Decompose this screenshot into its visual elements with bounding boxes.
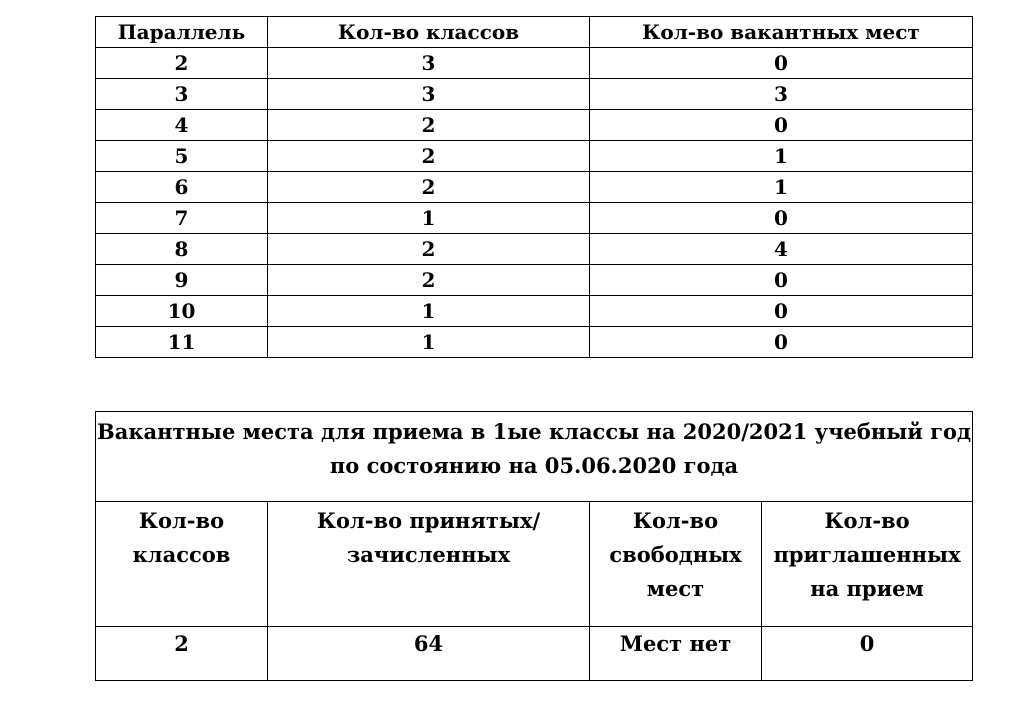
cell-vacant-seats: 0 [590,203,973,234]
header-accepted-enrolled: Кол-во принятых/зачисленных [268,502,590,627]
cell-parallel: 11 [96,327,268,358]
cell-vacant-seats: 0 [590,110,973,141]
cell-vacant-seats: 0 [590,296,973,327]
cell-vacant-seats: 3 [590,79,973,110]
table-row [96,265,973,296]
cell-class-count: 2 [268,141,590,172]
table-title: Вакантные места для приема в 1ые классы на 2020/2021 учебный год по состоянию на 05.06.2020 года [96,412,973,502]
table-header-row [96,502,973,627]
cell-parallel: 4 [96,110,268,141]
table-row [96,110,973,141]
table-row [96,141,973,172]
table-header-row [96,17,973,48]
table-row [96,296,973,327]
header-parallel: Параллель [96,17,268,48]
table-row [96,79,973,110]
cell-class-count: 1 [268,327,590,358]
first-grade-admission-table [95,411,973,681]
cell-vacant-seats: 1 [590,141,973,172]
header-vacant-seats: Кол-во вакантных мест [590,17,973,48]
cell-parallel: 5 [96,141,268,172]
cell-vacant-seats: 0 [590,265,973,296]
header-class-count: Кол-во классов [96,502,268,627]
cell-class-count: 2 [268,265,590,296]
table-title-row [96,412,973,502]
cell-class-count: 2 [268,172,590,203]
cell-accepted-enrolled: 64 [268,627,590,681]
cell-parallel: 2 [96,48,268,79]
cell-parallel: 6 [96,172,268,203]
cell-parallel: 3 [96,79,268,110]
cell-class-count: 3 [268,48,590,79]
cell-parallel: 9 [96,265,268,296]
table-row [96,48,973,79]
cell-class-count: 3 [268,79,590,110]
cell-vacant-seats: 0 [590,327,973,358]
cell-vacant-seats: 0 [590,48,973,79]
table-row [96,627,973,681]
cell-parallel: 8 [96,234,268,265]
header-invited: Кол-во приглашенных на прием [762,502,973,627]
table-row [96,172,973,203]
cell-vacant-seats: 1 [590,172,973,203]
table-row [96,234,973,265]
vacancies-by-grade-table [95,16,973,358]
cell-vacant-seats: 4 [590,234,973,265]
cell-parallel: 10 [96,296,268,327]
cell-class-count: 1 [268,203,590,234]
cell-class-count: 2 [96,627,268,681]
table-row [96,327,973,358]
cell-class-count: 2 [268,234,590,265]
cell-invited: 0 [762,627,973,681]
header-class-count: Кол-во классов [268,17,590,48]
header-free-seats: Кол-во свободных мест [590,502,762,627]
cell-free-seats: Мест нет [590,627,762,681]
cell-parallel: 7 [96,203,268,234]
cell-class-count: 2 [268,110,590,141]
cell-class-count: 1 [268,296,590,327]
table-row [96,203,973,234]
